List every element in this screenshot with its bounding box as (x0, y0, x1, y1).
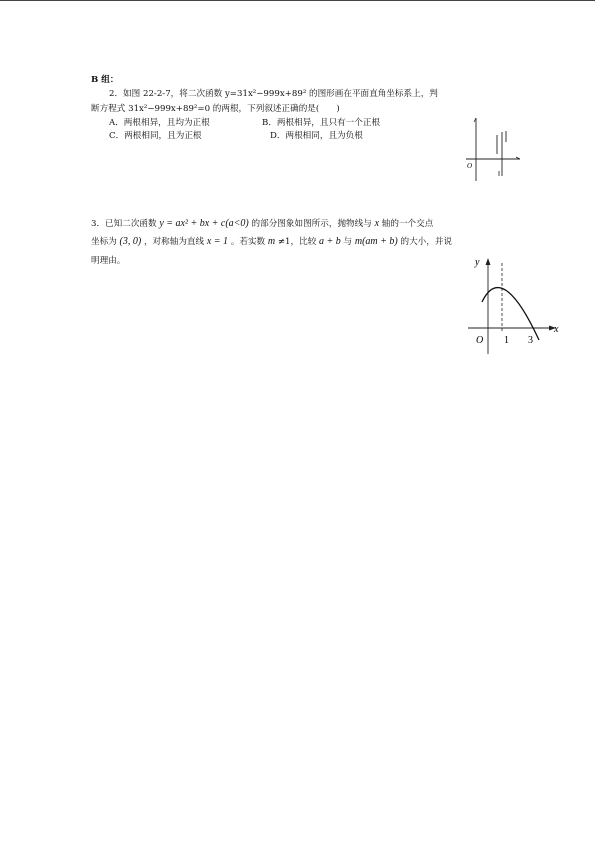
q3-axis-eq: x = 1 (206, 236, 229, 247)
q3-origin-label: O (476, 335, 484, 346)
q3-line-1-a: 3．已知二次函数 (91, 219, 157, 229)
q3-line-2-d: ≠1，比较 (277, 237, 317, 247)
q3-y-arrow (486, 258, 491, 265)
q3-line-2-f: 的大小，并说 (400, 237, 453, 247)
q3-parabola (482, 288, 539, 340)
q3-x-label: x (554, 324, 559, 335)
q2-option-c: C．两根相同，且为正根 (109, 131, 202, 141)
q3-expr-2: m(am + b) (354, 236, 398, 247)
q2-option-d: D．两根相同，且为负根 (270, 131, 363, 141)
q3-tick-1: 1 (504, 335, 509, 346)
q2-origin-label: O (467, 162, 473, 170)
top-rule (0, 0, 595, 1)
q2-option-a: A．两根相异，且均为正根 (109, 118, 210, 128)
q2-figure (462, 115, 532, 185)
q3-line-2-c: 。若实数 (230, 237, 266, 247)
q2-line-2: 断方程式 31x²−999x+89²=0 的两根，下列叙述正确的是( ) (91, 104, 340, 114)
q3-expr-1: a + b (319, 236, 341, 247)
q3-line-3: 明理由。 (91, 256, 126, 266)
section-heading: B 组： (91, 75, 119, 85)
q3-line-1 (91, 218, 433, 230)
q3-line-2 (91, 236, 452, 248)
q3-tick-3: 3 (528, 335, 533, 346)
q2-line-1: 2．如图 22-2-7，将二次函数 y=31x²−999x+89² 的图形画在平面直角坐标系上，判 (109, 89, 438, 99)
q3-point: (3, 0) (119, 236, 142, 247)
q3-y-label: y (475, 257, 480, 268)
q3-line-2-b: ，对称轴为直线 (143, 237, 205, 247)
q3-function: y = ax² + bx + c(a<0) (159, 218, 249, 229)
q3-line-1-c: 轴的一个交点 (381, 219, 434, 229)
q2-option-b: B．两根相异，且只有一个正根 (262, 118, 381, 128)
q3-figure (463, 255, 568, 360)
q3-line-2-e: 与 (343, 237, 353, 247)
q3-m-var: m (267, 236, 276, 247)
q3-line-2-a: 坐标为 (91, 237, 117, 247)
q3-x-var: x (374, 218, 380, 229)
q3-line-1-b: 的部分图象如图所示，抛物线与 (251, 219, 372, 229)
